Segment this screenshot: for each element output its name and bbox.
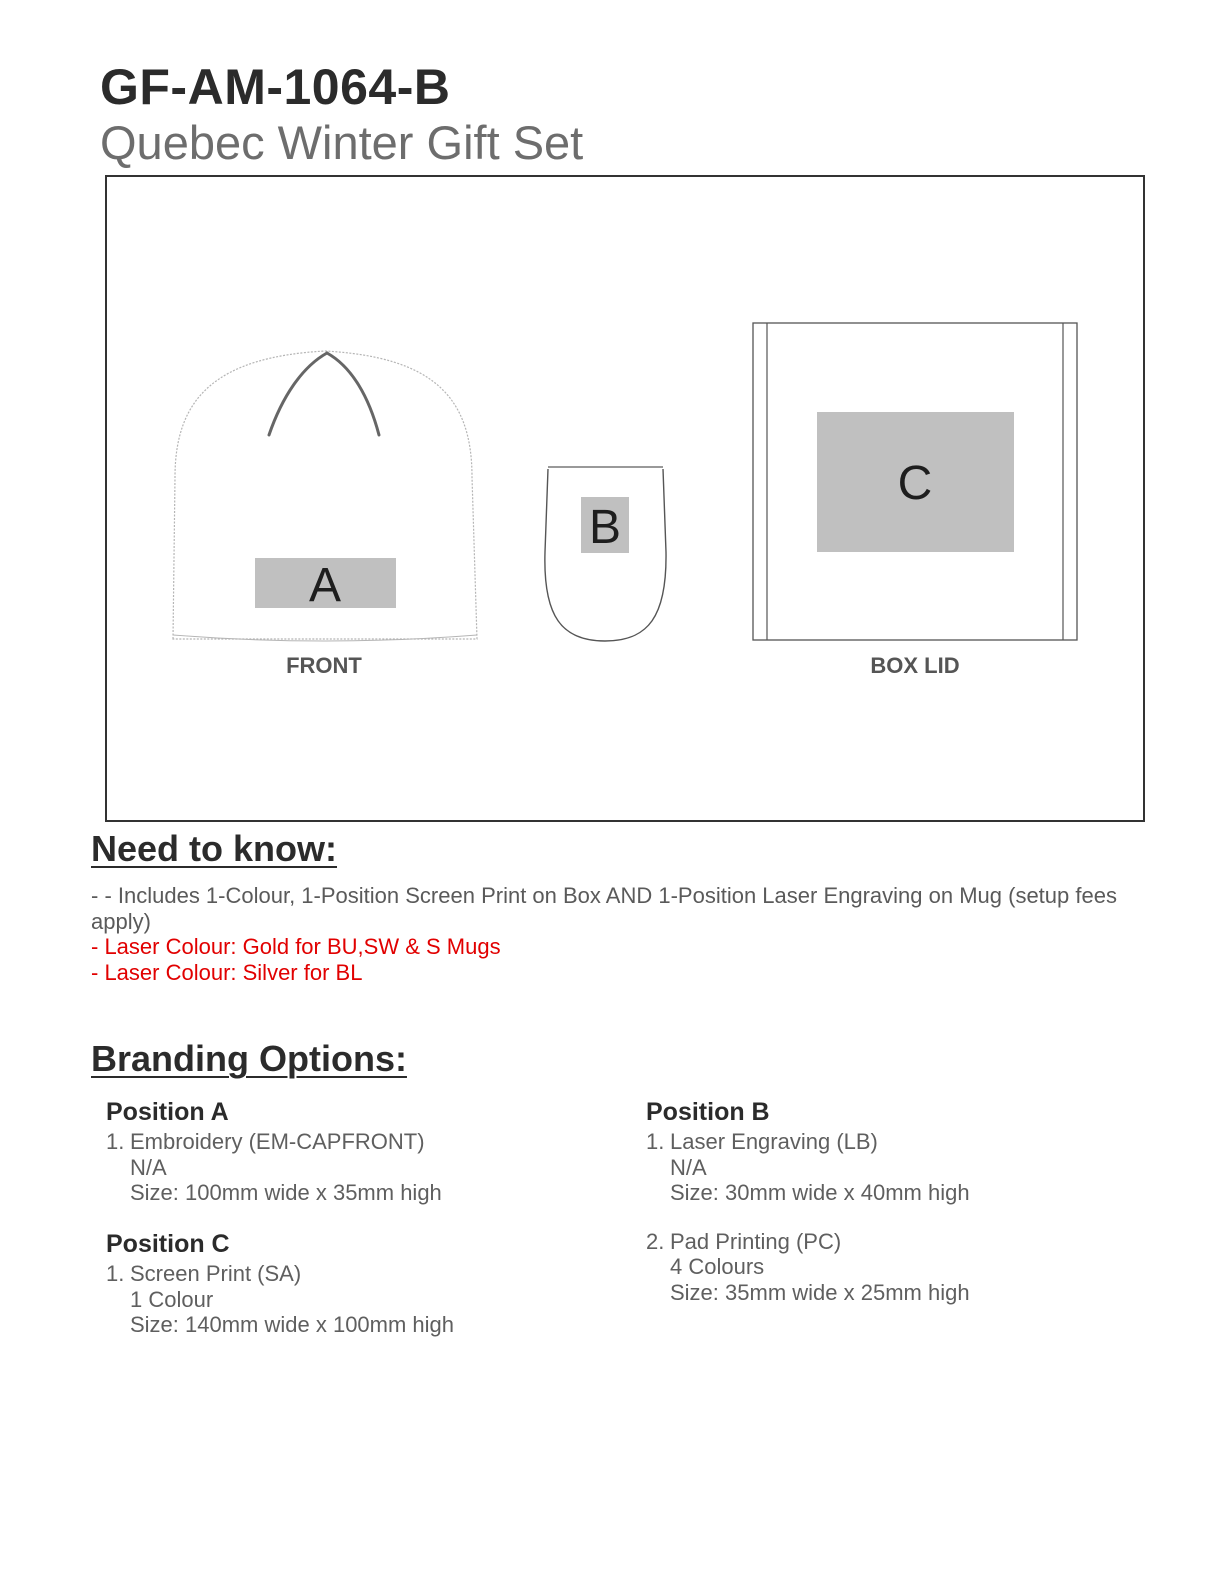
option-colours: 4 Colours — [670, 1254, 765, 1279]
need-to-know-notes — [91, 883, 1161, 985]
option-method: Embroidery (EM-CAPFRONT) — [130, 1129, 425, 1154]
option-number: 1. — [106, 1129, 125, 1154]
front-view-label: FRONT — [286, 653, 362, 678]
position-c-block — [106, 1229, 454, 1338]
position-c-option-1 — [106, 1261, 454, 1338]
option-method: Pad Printing (PC) — [670, 1228, 842, 1254]
mug-body-outline — [545, 469, 666, 641]
position-b-title: Position B — [646, 1098, 770, 1126]
option-colours: N/A — [130, 1154, 167, 1180]
option-number: 1. — [646, 1129, 665, 1154]
position-a-block — [106, 1097, 442, 1206]
position-c-title: Position C — [106, 1230, 230, 1258]
option-size: Size: 100mm wide x 35mm high — [130, 1180, 442, 1205]
position-b-block — [646, 1097, 970, 1305]
position-a-title: Position A — [106, 1098, 229, 1126]
product-code: GF-AM-1064-B — [100, 59, 451, 115]
position-a-option-1 — [106, 1129, 442, 1206]
box-lid-view-label: BOX LID — [870, 653, 960, 678]
beanie-cuff-line — [173, 635, 477, 641]
option-method: Laser Engraving (LB) — [670, 1129, 878, 1154]
position-b-option-1 — [646, 1129, 970, 1206]
option-colours: N/A — [670, 1154, 707, 1180]
beanie-drawstring-left — [269, 353, 327, 435]
note-includes: - - Includes 1-Colour, 1-Position Screen Print on Box AND 1-Position Laser Engraving on Mug (setup fees apply) — [91, 883, 1117, 934]
position-b-label: B — [588, 501, 622, 554]
position-b-option-2 — [646, 1229, 970, 1306]
product-illustration — [107, 177, 1143, 820]
beanie-illustration — [173, 351, 477, 678]
note-laser-gold: - Laser Colour: Gold for BU,SW & S Mugs — [91, 934, 501, 959]
option-size: Size: 35mm wide x 25mm high — [670, 1279, 970, 1305]
beanie-drawstring-right — [327, 353, 379, 435]
box-lid-illustration — [753, 323, 1077, 678]
position-a-label: A — [308, 559, 342, 612]
option-colours: 1 Colour — [130, 1286, 214, 1312]
option-number: 2. — [646, 1228, 665, 1254]
product-illustration-frame — [105, 175, 1145, 822]
need-to-know-heading: Need to know: — [91, 828, 338, 869]
position-c-label: C — [897, 457, 933, 510]
option-number: 1. — [106, 1261, 125, 1286]
product-name: Quebec Winter Gift Set — [100, 116, 584, 169]
mug-illustration — [545, 467, 666, 641]
option-method: Screen Print (SA) — [130, 1261, 302, 1286]
option-size: Size: 140mm wide x 100mm high — [130, 1312, 455, 1337]
note-laser-silver: - Laser Colour: Silver for BL — [91, 959, 363, 985]
branding-options-heading: Branding Options: — [91, 1038, 407, 1079]
option-size: Size: 30mm wide x 40mm high — [670, 1180, 970, 1205]
